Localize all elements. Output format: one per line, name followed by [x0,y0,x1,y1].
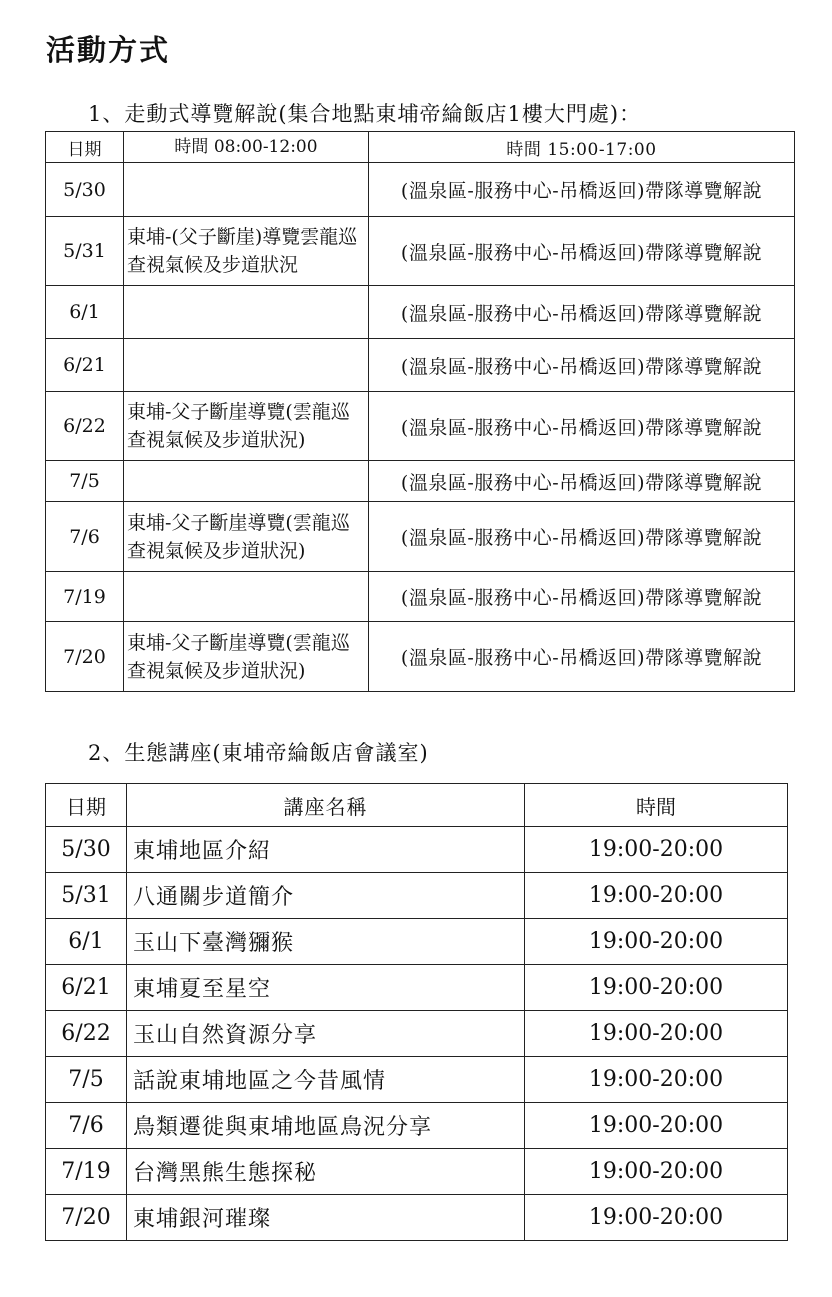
tour-pm-cell: (溫泉區-服務中心-吊橋返回)帶隊導覽解說 [369,392,795,461]
lecture-name-cell: 東埔地區介紹 [127,827,525,873]
tour-am-cell [124,461,369,502]
tour-am-cell: 東埔-父子斷崖導覽(雲龍巡查視氣候及步道狀況) [124,502,369,572]
lecture-header-time: 時間 [525,784,788,827]
tour-date-cell: 7/5 [46,461,124,502]
lecture-name-cell: 話說東埔地區之今昔風情 [127,1057,525,1103]
lecture-row [46,919,788,965]
section1-heading: 1、走動式導覽解說(集合地點東埔帝綸飯店1樓大門處)： [88,102,642,126]
tour-pm-cell: (溫泉區-服務中心-吊橋返回)帶隊導覽解說 [369,572,795,622]
lecture-header-date: 日期 [46,784,127,827]
tour-am-cell [124,572,369,622]
tour-row [46,502,795,572]
tour-row [46,286,795,339]
lecture-date-cell: 6/21 [46,965,127,1011]
lecture-name-cell: 東埔銀河璀璨 [127,1195,525,1241]
lecture-date-cell: 6/22 [46,1011,127,1057]
lecture-date-cell: 7/20 [46,1195,127,1241]
tour-am-cell [124,339,369,392]
tour-date-cell: 5/31 [46,217,124,286]
tour-pm-cell: (溫泉區-服務中心-吊橋返回)帶隊導覽解說 [369,286,795,339]
lecture-row [46,1195,788,1241]
tour-am-cell: 東埔-父子斷崖導覽(雲龍巡查視氣候及步道狀況) [124,622,369,692]
tour-am-cell [124,163,369,217]
tour-row [46,461,795,502]
lecture-row [46,1057,788,1103]
tour-pm-cell: (溫泉區-服務中心-吊橋返回)帶隊導覽解說 [369,502,795,572]
tour-date-cell: 6/22 [46,392,124,461]
lecture-date-cell: 7/6 [46,1103,127,1149]
tour-pm-cell: (溫泉區-服務中心-吊橋返回)帶隊導覽解說 [369,461,795,502]
tour-date-cell: 5/30 [46,163,124,217]
lecture-time-cell: 19:00-20:00 [525,1103,788,1149]
tour-date-cell: 6/21 [46,339,124,392]
lecture-time-cell: 19:00-20:00 [525,1011,788,1057]
lecture-date-cell: 5/31 [46,873,127,919]
lecture-time-cell: 19:00-20:00 [525,1195,788,1241]
tour-date-cell: 7/6 [46,502,124,572]
lecture-time-cell: 19:00-20:00 [525,919,788,965]
tour-date-cell: 7/20 [46,622,124,692]
lecture-name-cell: 玉山自然資源分享 [127,1011,525,1057]
lecture-time-cell: 19:00-20:00 [525,873,788,919]
lecture-header-row [46,784,788,827]
lecture-time-cell: 19:00-20:00 [525,827,788,873]
tour-header-row [46,132,795,163]
tour-row [46,622,795,692]
tour-header-am: 時間 08:00-12:00 [124,132,369,163]
tour-row [46,392,795,461]
lecture-name-cell: 八通關步道簡介 [127,873,525,919]
tour-pm-cell: (溫泉區-服務中心-吊橋返回)帶隊導覽解說 [369,217,795,286]
lecture-date-cell: 5/30 [46,827,127,873]
guided-tour-table [45,131,795,692]
tour-header-date: 日期 [46,132,124,163]
tour-row [46,217,795,286]
tour-am-cell: 東埔-(父子斷崖)導覽雲龍巡查視氣候及步道狀況 [124,217,369,286]
tour-pm-cell: (溫泉區-服務中心-吊橋返回)帶隊導覽解說 [369,622,795,692]
tour-row [46,572,795,622]
lecture-row [46,965,788,1011]
lecture-date-cell: 6/1 [46,919,127,965]
lecture-row [46,873,788,919]
lecture-time-cell: 19:00-20:00 [525,1057,788,1103]
tour-row [46,339,795,392]
tour-pm-cell: (溫泉區-服務中心-吊橋返回)帶隊導覽解說 [369,339,795,392]
lecture-date-cell: 7/19 [46,1149,127,1195]
lecture-table [45,783,788,1241]
section2-heading: 2、生態講座(東埔帝綸飯店會議室) [88,741,429,765]
lecture-time-cell: 19:00-20:00 [525,965,788,1011]
lecture-name-cell: 東埔夏至星空 [127,965,525,1011]
lecture-name-cell: 玉山下臺灣獼猴 [127,919,525,965]
page-title: 活動方式 [46,33,171,67]
tour-am-cell [124,286,369,339]
tour-pm-cell: (溫泉區-服務中心-吊橋返回)帶隊導覽解說 [369,163,795,217]
lecture-row [46,827,788,873]
lecture-header-name: 講座名稱 [127,784,525,827]
lecture-row [46,1011,788,1057]
lecture-date-cell: 7/5 [46,1057,127,1103]
lecture-name-cell: 鳥類遷徙與東埔地區鳥況分享 [127,1103,525,1149]
tour-row [46,163,795,217]
lecture-row [46,1103,788,1149]
tour-header-pm: 時間 15:00-17:00 [369,132,795,163]
lecture-row [46,1149,788,1195]
tour-date-cell: 7/19 [46,572,124,622]
lecture-name-cell: 台灣黑熊生態探秘 [127,1149,525,1195]
tour-am-cell: 東埔-父子斷崖導覽(雲龍巡查視氣候及步道狀況) [124,392,369,461]
lecture-time-cell: 19:00-20:00 [525,1149,788,1195]
tour-date-cell: 6/1 [46,286,124,339]
